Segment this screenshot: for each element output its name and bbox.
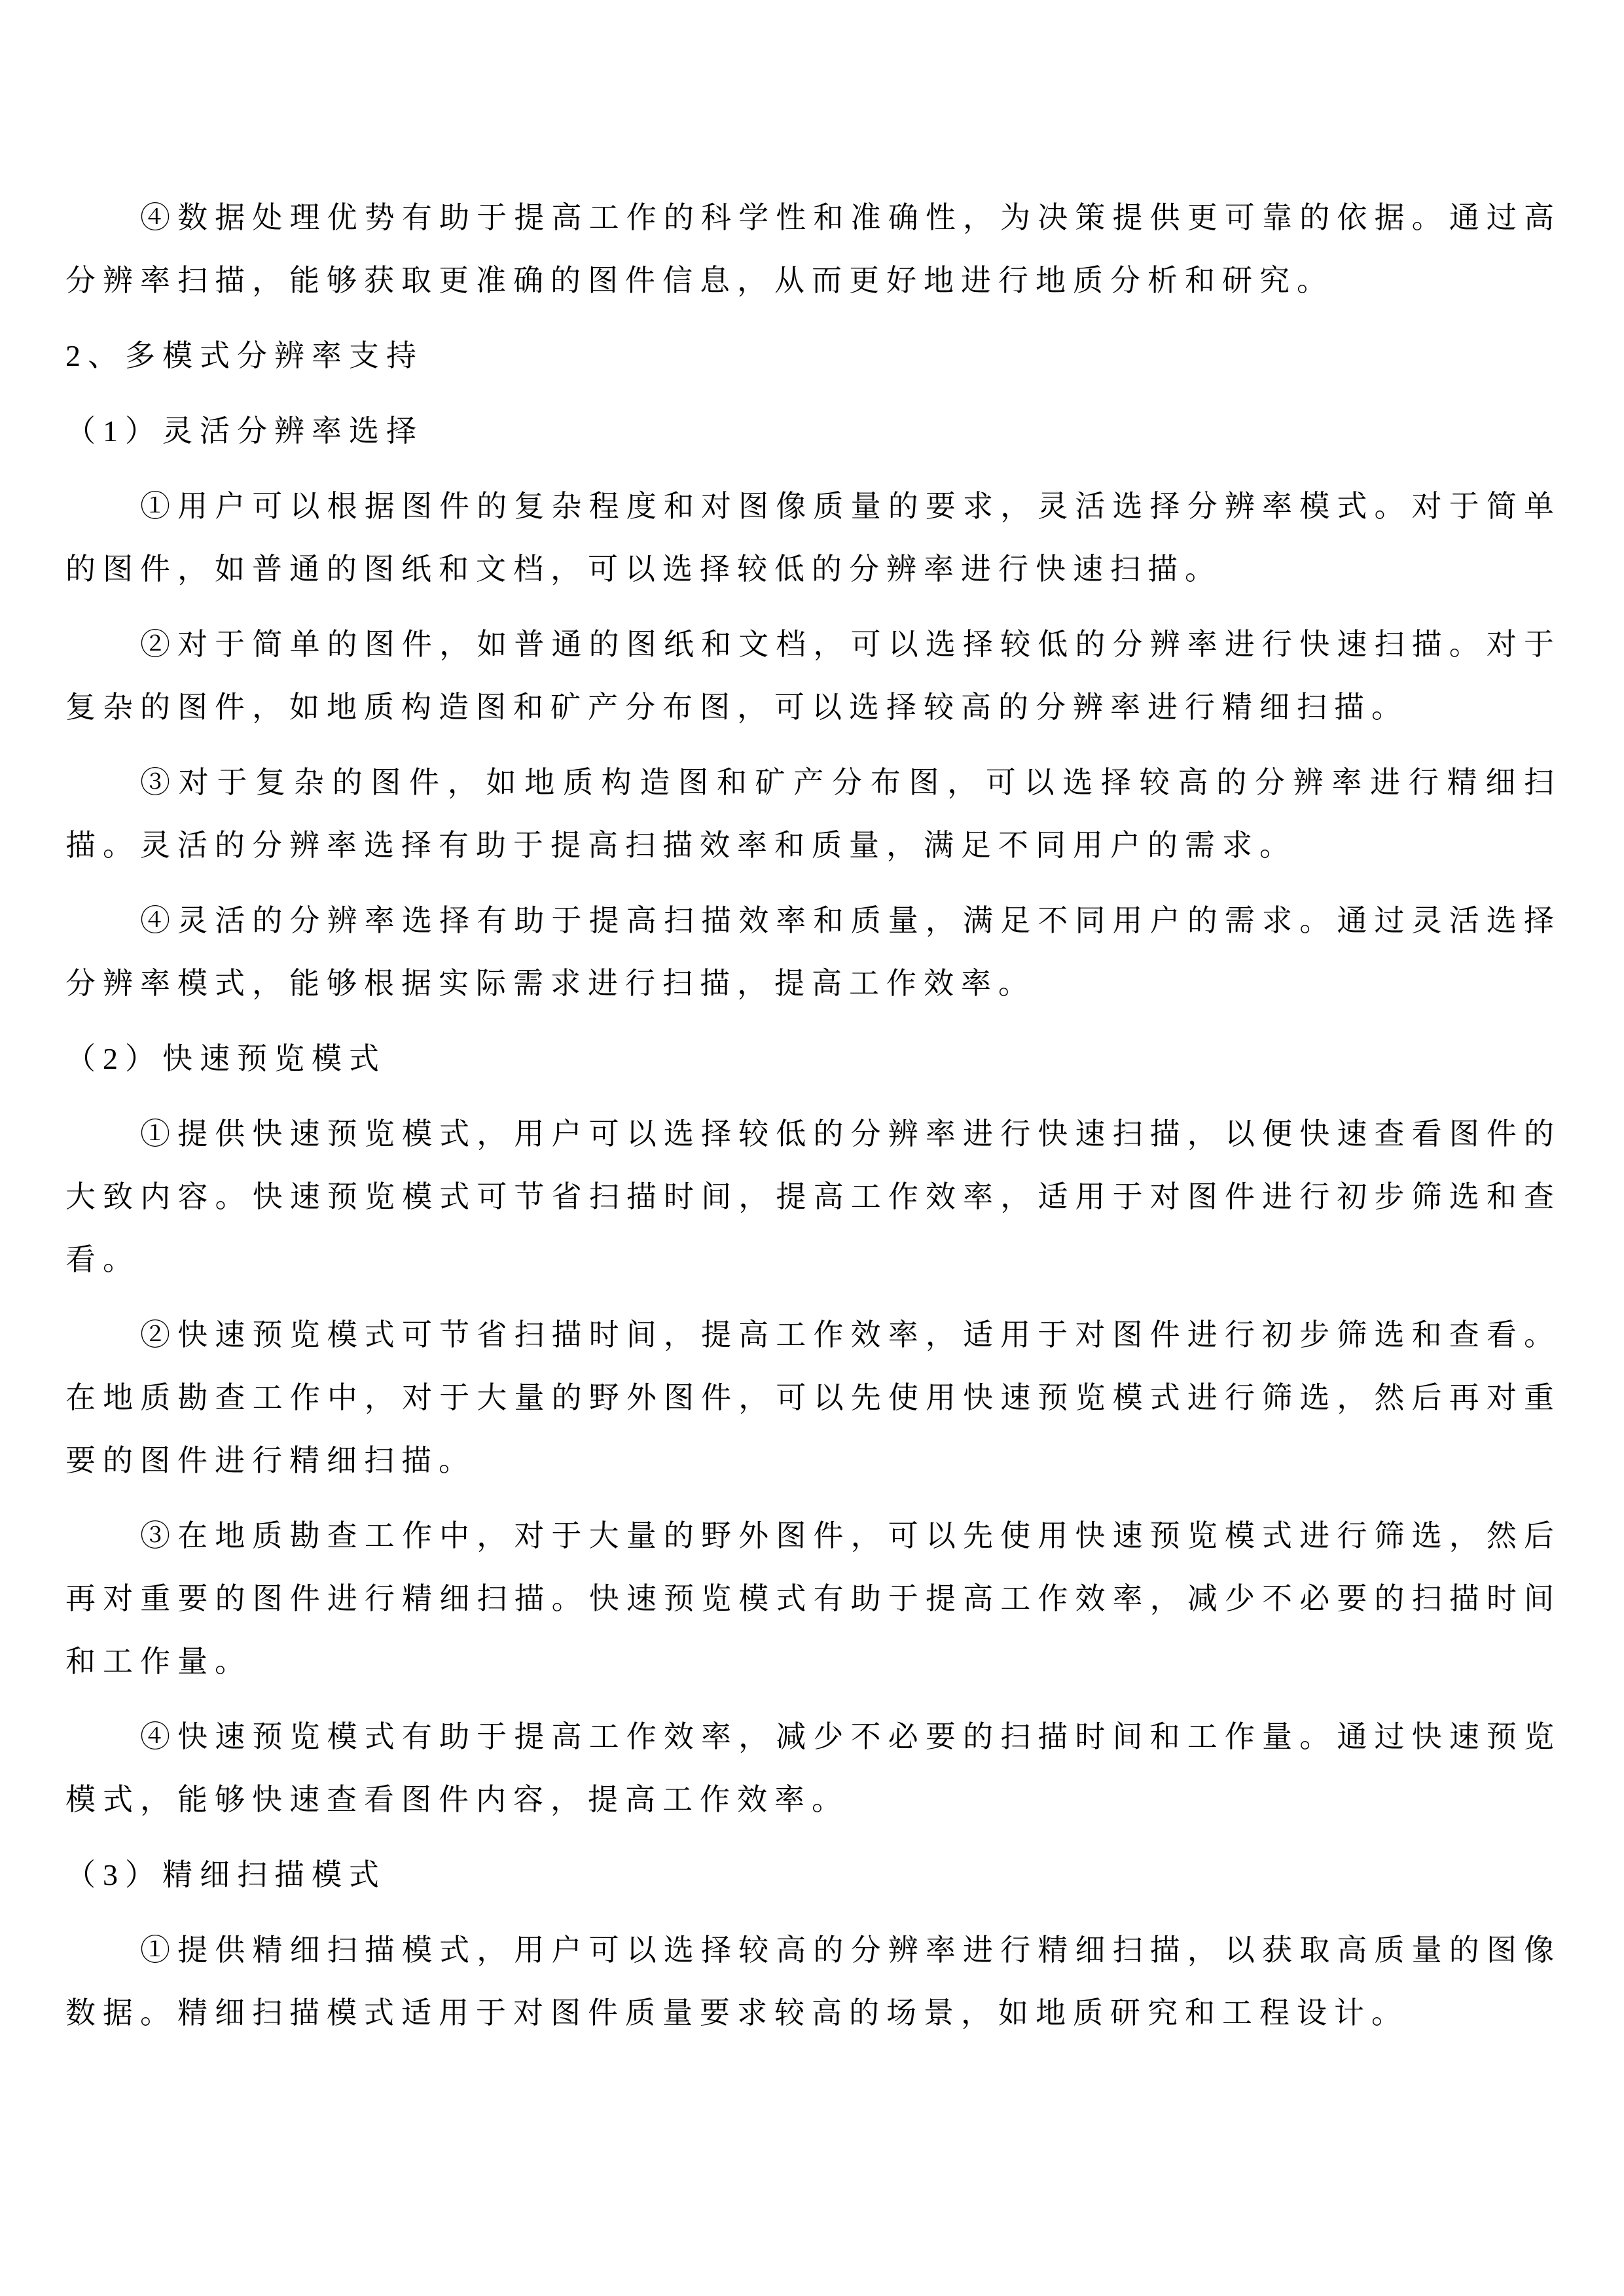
paragraph: ②快速预览模式可节省扫描时间，提高工作效率，适用于对图件进行初步筛选和查看。在地质勘查工作中，对于大量的野外图件，可以先使用快速预览模式进行筛选，然后再对重要的图件进行精细扫描。 [65,1318,1561,1477]
paragraph: ④灵活的分辨率选择有助于提高扫描效率和质量，满足不同用户的需求。通过灵活选择分辨率模式，能够根据实际需求进行扫描，提高工作效率。 [65,904,1561,1000]
paragraph: ③对于复杂的图件，如地质构造图和矿产分布图，可以选择较高的分辨率进行精细扫描。灵活的分辨率选择有助于提高扫描效率和质量，满足不同用户的需求。 [65,766,1561,862]
heading: 2、多模式分辨率支持 [65,339,424,372]
subheading: （1）灵活分辨率选择 [65,414,424,448]
paragraph: ①提供快速预览模式，用户可以选择较低的分辨率进行快速扫描，以便快速查看图件的大致内容。快速预览模式可节省扫描时间，提高工作效率，适用于对图件进行初步筛选和查看。 [65,1117,1561,1276]
paragraph: ④快速预览模式有助于提高工作效率，减少不必要的扫描时间和工作量。通过快速预览模式，能够快速查看图件内容，提高工作效率。 [65,1720,1561,1816]
subheading: （2）快速预览模式 [65,1042,386,1075]
subheading: （3）精细扫描模式 [65,1858,386,1892]
paragraph: ③在地质勘查工作中，对于大量的野外图件，可以先使用快速预览模式进行筛选，然后再对重要的图件进行精细扫描。快速预览模式有助于提高工作效率，减少不必要的扫描时间和工作量。 [65,1519,1561,1678]
paragraph: ①提供精细扫描模式，用户可以选择较高的分辨率进行精细扫描，以获取高质量的图像数据。精细扫描模式适用于对图件质量要求较高的场景，如地质研究和工程设计。 [65,1933,1561,2030]
paragraph: ①用户可以根据图件的复杂程度和对图像质量的要求，灵活选择分辨率模式。对于简单的图件，如普通的图纸和文档，可以选择较低的分辨率进行快速扫描。 [65,490,1561,586]
paragraph: ②对于简单的图件，如普通的图纸和文档，可以选择较低的分辨率进行快速扫描。对于复杂的图件，如地质构造图和矿产分布图，可以选择较高的分辨率进行精细扫描。 [65,628,1561,724]
paragraph: ④数据处理优势有助于提高工作的科学性和准确性，为决策提供更可靠的依据。通过高分辨率扫描，能够获取更准确的图件信息，从而更好地进行地质分析和研究。 [65,201,1561,297]
document-content [65,187,1561,2045]
